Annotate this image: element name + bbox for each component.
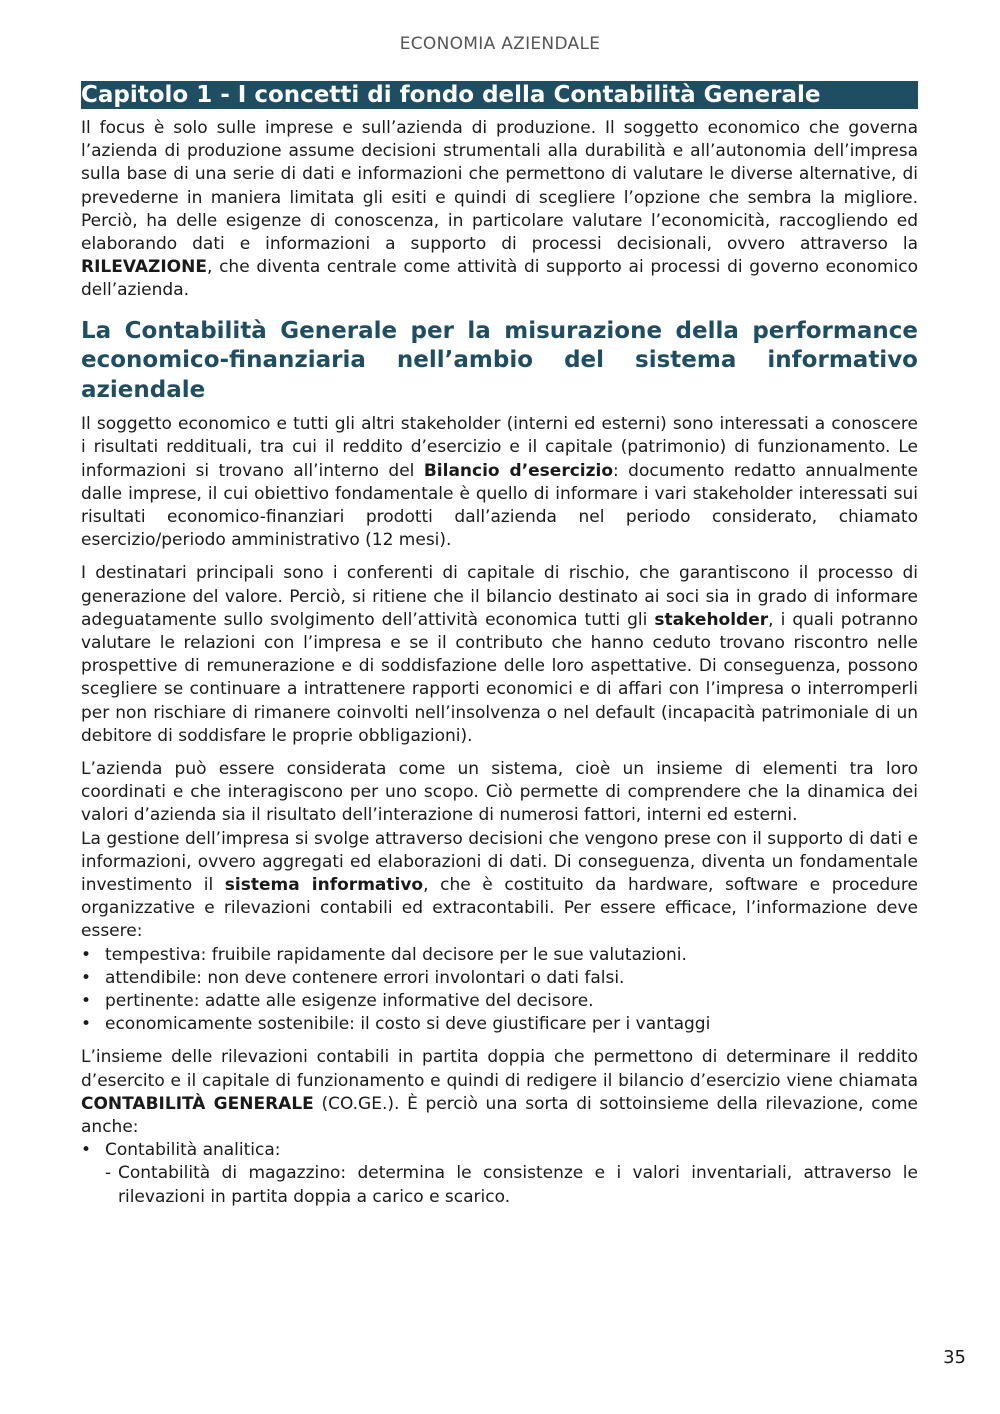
page-content: [81, 81, 918, 1209]
section-title: La Contabilità Generale per la misurazione della performance economico-finanziaria nell’ambio del sistema informativo aziendale: [81, 317, 918, 403]
list-item: • attendibile: non deve contenere errori involontari o dati falsi.: [81, 967, 918, 990]
paragraph-contabilita-generale: L’insieme delle rilevazioni contabili in partita doppia che permettono di determinare il reddito d’esercito e il capitale di funzionamento e quindi di redigere il bilancio d’esercizio viene chiamata CONTABILITÀ GENERALE (CO.GE.). È perciò una sorta di sottoinsieme della rilevazione, come anche:: [81, 1047, 918, 1138]
paragraph-destinatari: I destinatari principali sono i conferenti di capitale di rischio, che garantiscono il processo di generazione del valore. Perciò, si ritiene che il bilancio destinato ai soci sia in grado di informare adeguatamente sullo svolgimento dell’attività economica tutti gli stakeholder, i quali potranno valutare le relazioni con l’impresa e se il contributo che hanno ceduto trovano riscontro nelle prospettive di remunerazione e di soddisfazione delle loro aspettative. Di conseguenza, possono scegliere se continuare a intrattenere rapporti economici e di affari con l’impresa o interromperli per non rischiare di rimanere coinvolti nell’insolvenza o nel default (incapacità patrimoniale di un debitore di soddisfare le proprie obbligazioni).: [81, 563, 918, 746]
list-item: • economicamente sostenibile: il costo si deve giustificare per i vantaggi: [81, 1013, 918, 1036]
paragraph-sistema: L’azienda può essere considerata come un sistema, cioè un insieme di elementi tra loro coordinati e che interagiscono per uno scopo. Ciò permette di comprendere che la dinamica dei valori d’azienda sia il risultato dell’interazione di numerosi fattori, interni ed esterni.: [81, 758, 918, 826]
bullet-icon: •: [81, 944, 92, 965]
running-header: ECONOMIA AZIENDALE: [399, 34, 601, 54]
list-item: • pertinente: adatte alle esigenze informative del decisore.: [81, 990, 918, 1013]
dash-icon: -: [105, 1163, 112, 1184]
bullet-icon: •: [81, 967, 92, 988]
chapter-title: Capitolo 1 - I concetti di fondo della Contabilità Generale: [81, 81, 918, 109]
sub-list-item: - Contabilità di magazzino: determina le consistenze e i valori inventariali, attraverso le rilevazioni in partita doppia a carico e scarico.: [105, 1163, 918, 1207]
intro-paragraph: Il focus è solo sulle imprese e sull’azienda di produzione. Il soggetto economico che governa l’azienda di produzione assume decisioni strumentali alla durabilità e all’autonomia dell’impresa sulla base di una serie di dati e informazioni che permettono di valutare le diverse alternative, di prevederne in maniera limitata gli esiti e quindi di scegliere l’opzione che sembra la migliore. Perciò, ha delle esigenze di conoscenza, in particolare valutare l’economicità, raccogliendo ed elaborando dati e informazioni a supporto di processi decisionali, ovvero attraverso la RILEVAZIONE, che diventa centrale come attività di supporto ai processi di governo economico dell’azienda.: [81, 118, 918, 301]
list-item: • tempestiva: fruibile rapidamente dal decisore per le sue valutazioni.: [81, 944, 918, 967]
bullet-icon: •: [81, 1140, 92, 1161]
bold-term-bilancio: Bilancio d’esercizio: [423, 460, 614, 481]
qualities-list: [81, 944, 918, 1037]
paragraph-gestione: La gestione dell’impresa si svolge attraverso decisioni che vengono prese con il supporto di dati e informazioni, ovvero aggregati ed elaborazioni di dati. Di conseguenza, diventa un fondamentale investimento il sistema informativo, che è costituito da hardware, software e procedure organizzative e rilevazioni contabili ed extracontabili. Per essere efficace, l’informazione deve essere:: [81, 828, 918, 942]
bullet-icon: •: [81, 991, 92, 1011]
page-number: 35: [943, 1347, 966, 1368]
subsets-list: [81, 1139, 918, 1162]
bold-term-contabilita-generale: CONTABILITÀ GENERALE: [81, 1093, 314, 1114]
bold-term-stakeholder: stakeholder: [654, 609, 769, 630]
list-item: • Contabilità analitica:: [81, 1139, 918, 1162]
bold-term-rilevazione: RILEVAZIONE: [81, 257, 207, 278]
paragraph-bilancio: Il soggetto economico e tutti gli altri stakeholder (interni ed esterni) sono interessati a conoscere i risultati reddituali, tra cui il reddito d’esercizio e il capitale (patrimonio) di funzionamento. Le informazioni si trovano all’interno del Bilancio d’esercizio: documento redatto annualmente dalle imprese, il cui obiettivo fondamentale è quello di informare i vari stakeholder interessati sui risultati economico-finanziari prodotti dall’azienda nel periodo considerato, chiamato esercizio/periodo amministrativo (12 mesi).: [81, 414, 918, 551]
bullet-icon: •: [81, 1014, 92, 1035]
bold-term-sistema-informativo: sistema informativo: [224, 874, 424, 895]
